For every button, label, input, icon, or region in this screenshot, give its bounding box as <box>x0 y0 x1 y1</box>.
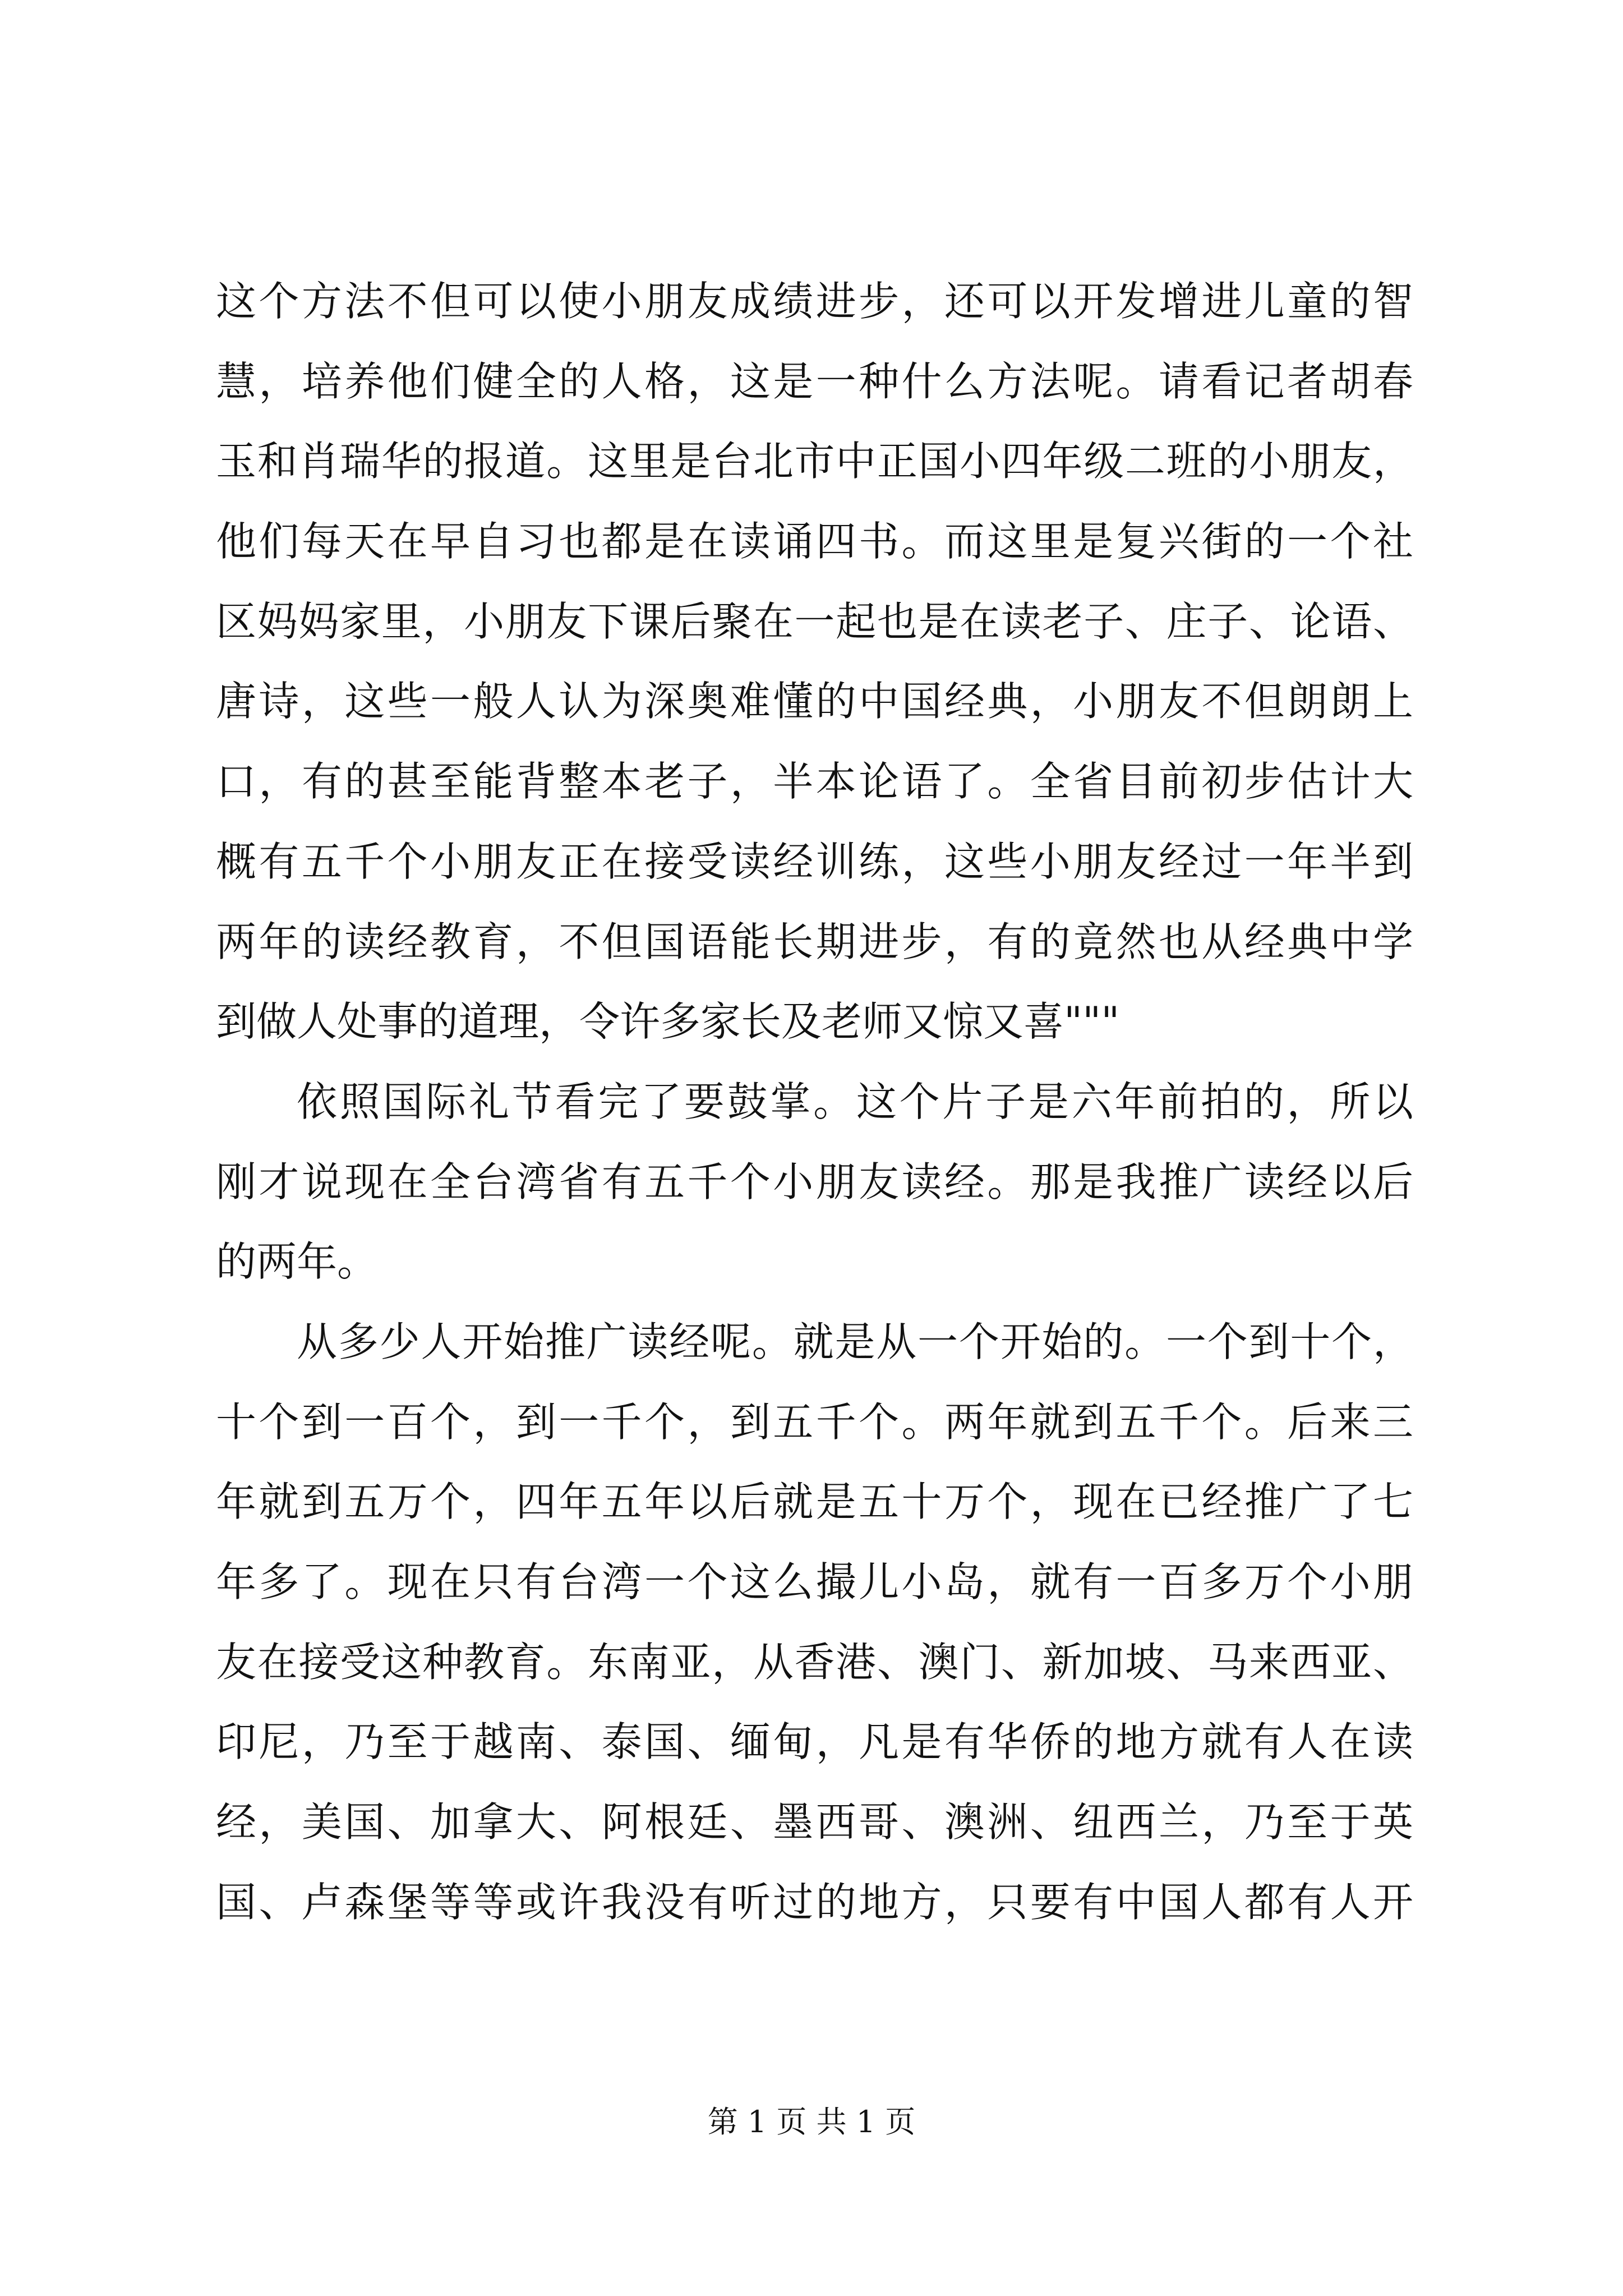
text-line: 两年的读经教育，不但国语能长期进步，有的竟然也从经典中学 <box>216 918 1413 965</box>
body-text <box>216 261 1413 1942</box>
text-line: 从多少人开始推广读经呢。就是从一个开始的。一个到十个， <box>297 1318 1413 1365</box>
text-line: 玉和肖瑞华的报道。这里是台北市中正国小四年级二班的小朋友， <box>216 438 1413 485</box>
text-line: 年多了。现在只有台湾一个这么撮儿小岛，就有一百多万个小朋 <box>216 1558 1413 1605</box>
text-line: 友在接受这种教育。东南亚，从香港、澳门、新加坡、马来西亚、 <box>216 1638 1413 1686</box>
text-line: 的两年。 <box>216 1238 378 1286</box>
text-line: 经，美国、加拿大、阿根廷、墨西哥、澳洲、纽西兰，乃至于英 <box>216 1798 1413 1846</box>
text-line: 十个到一百个，到一千个，到五千个。两年就到五千个。后来三 <box>216 1398 1413 1446</box>
text-line: 这个方法不但可以使小朋友成绩进步，还可以开发增进儿童的智 <box>216 278 1413 325</box>
text-line: 慧，培养他们健全的人格，这是一种什么方法呢。请看记者胡春 <box>216 357 1413 405</box>
text-line: 他们每天在早自习也都是在读诵四书。而这里是复兴街的一个社 <box>216 518 1413 565</box>
text-line: 区妈妈家里，小朋友下课后聚在一起也是在读老子、庄子、论语、 <box>216 597 1413 645</box>
text-line: 口，有的甚至能背整本老子，半本论语了。全省目前初步估计大 <box>216 758 1413 806</box>
text-line: 刚才说现在全台湾省有五千个小朋友读经。那是我推广读经以后 <box>216 1158 1413 1205</box>
text-line: 年就到五万个，四年五年以后就是五十万个，现在已经推广了七 <box>216 1478 1413 1526</box>
page-footer: 第 1 页 共 1 页 <box>707 2104 916 2139</box>
text-line: 国、卢森堡等等或许我没有听过的地方，只要有中国人都有人开 <box>216 1878 1413 1926</box>
text-line: 唐诗，这些一般人认为深奥难懂的中国经典，小朋友不但朗朗上 <box>216 678 1413 725</box>
text-line: 依照国际礼节看完了要鼓掌。这个片子是六年前拍的，所以 <box>297 1078 1413 1125</box>
text-line: 到做人处事的道理，令许多家长及老师又惊又喜""" <box>216 998 1120 1046</box>
text-line: 概有五千个小朋友正在接受读经训练，这些小朋友经过一年半到 <box>216 838 1413 885</box>
text-line: 印尼，乃至于越南、泰国、缅甸，凡是有华侨的地方就有人在读 <box>216 1718 1413 1766</box>
